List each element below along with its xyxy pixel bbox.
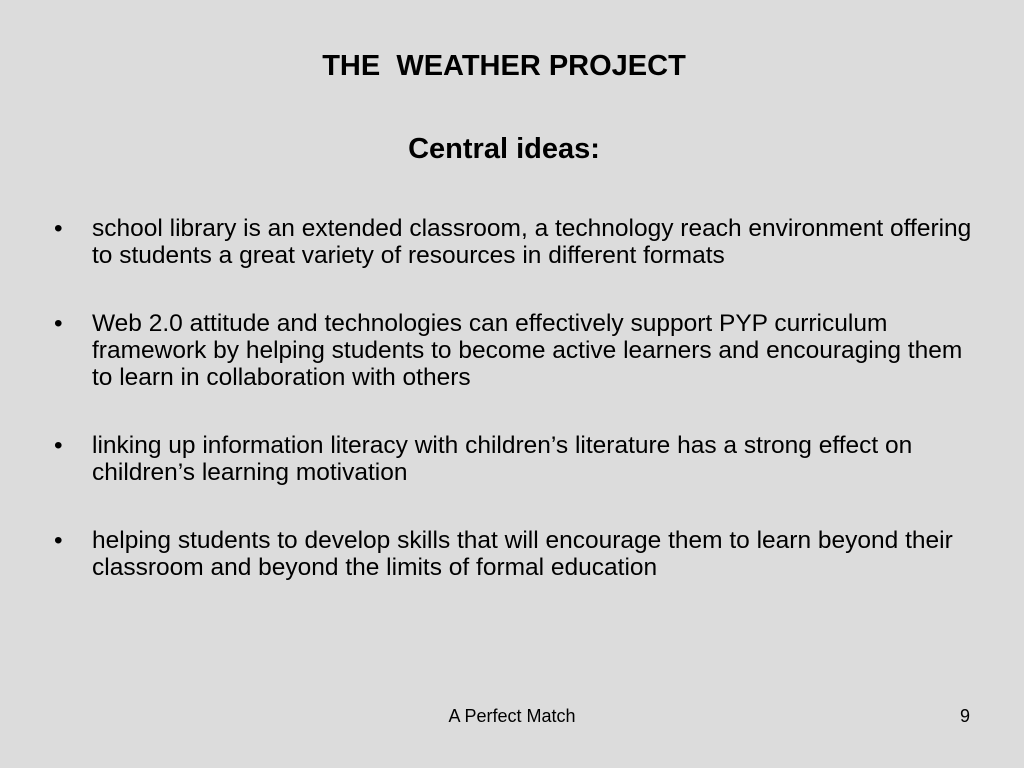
page-number: 9 [959,706,970,726]
slide-footer: A Perfect Match [448,706,576,726]
bullet-item [54,527,974,581]
bullet-marker: • [54,215,63,242]
bullet-text: school library is an extended classroom, a technology reach environment offering to students a great variety of resources in different formats [92,215,972,269]
bullet-item [54,215,974,269]
bullet-marker: • [54,432,63,459]
bullet-text: Web 2.0 attitude and technologies can effectively support PYP curriculum framework by helping students to become active learners and encouraging them to learn in collaboration with others [92,310,963,391]
bullet-marker: • [54,527,63,554]
bullet-list [54,215,974,622]
bullet-item [54,310,974,391]
bullet-marker: • [54,310,63,337]
slide-subtitle: Central ideas: [408,133,600,165]
bullet-text: linking up information literacy with children’s literature has a strong effect on children’s learning motivation [92,432,913,486]
bullet-text: helping students to develop skills that will encourage them to learn beyond their classroom and beyond the limits of formal education [92,527,953,581]
bullet-item [54,432,974,486]
slide-title: THE WEATHER PROJECT [322,50,686,82]
